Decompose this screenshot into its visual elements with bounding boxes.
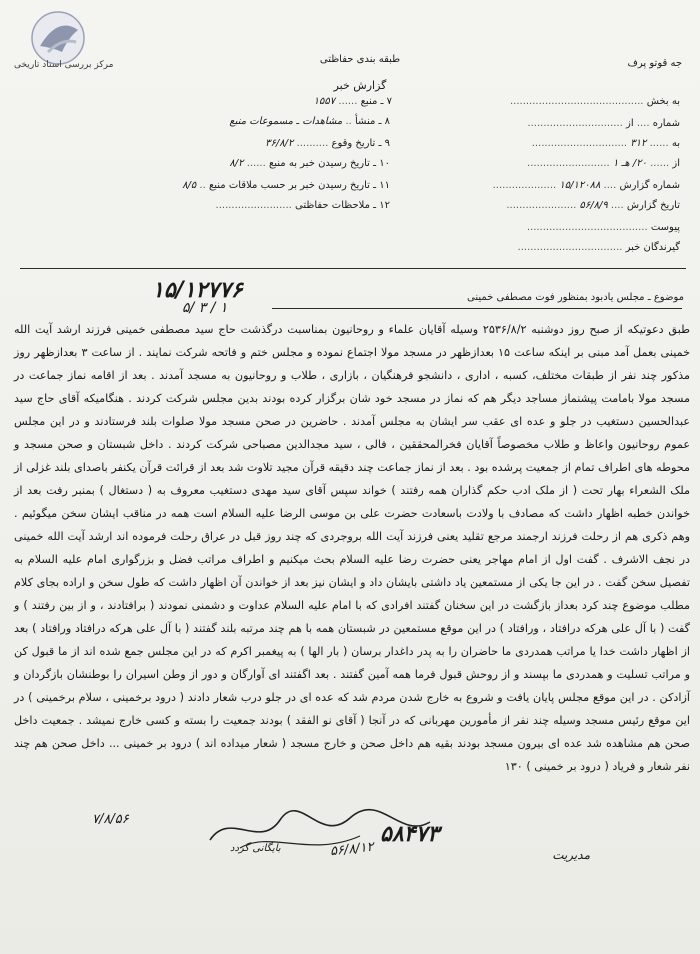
form-left-line11: ۱۱ ـ تاریخ رسیدن خبر بر حسب ملاقات منبع .. ۸/۵ xyxy=(182,180,390,191)
form-right-line3: به ...... ۳۱۲ .............................. xyxy=(531,138,680,149)
form-right-line4-value: ۲۰/ هـ ۱ xyxy=(612,158,647,169)
watermark-text: مرکز بررسی اسناد تاریخی xyxy=(14,60,114,70)
form-left-line10-value: ۸/۲ xyxy=(229,158,244,169)
archive-number: ۵۸۴۷۳ xyxy=(380,822,440,847)
form-left-line8: ۸ ـ منشأ .. مشاهدات ـ مسموعات منبع xyxy=(229,116,390,127)
form-left-line11-value: ۸/۵ xyxy=(182,180,197,191)
form-left-line10: ۱۰ ـ تاریخ رسیدن خبر به منبع ...... ۸/۲ xyxy=(229,158,390,169)
form-right-line7: پیوست ...................................... xyxy=(526,222,680,233)
left-handwritten-note: ۷/۸/۵۶ xyxy=(92,812,129,827)
top-right-note: جه قوتو پرف xyxy=(627,58,682,69)
form-right-line5-label: شماره گزارش xyxy=(619,180,680,191)
form-left-line10-label: ۱۰ ـ تاریخ رسیدن خبر به منبع xyxy=(268,158,390,169)
form-right-line3-label: به xyxy=(671,138,680,149)
form-left-line7-value: ۱۵۵۷ xyxy=(313,96,336,107)
form-right-line1-label: به بخش xyxy=(646,96,680,107)
divider-line xyxy=(20,268,686,269)
signature-date: ۵۶/۸/۱۲ xyxy=(329,839,375,860)
form-left-line9: ۹ ـ تاریخ وقوع .......... ۳۶/۸/۲ xyxy=(265,138,390,149)
subject-line xyxy=(164,292,684,303)
form-left-line9-value: ۳۶/۸/۲ xyxy=(265,138,294,149)
form-right-line6-label: تاریخ گزارش xyxy=(626,200,680,211)
form-left-line9-label: ۹ ـ تاریخ وقوع xyxy=(331,138,390,149)
form-right-line6-value: ۵۶/۸/۹ xyxy=(579,200,608,211)
small-handwritten-note: بایگانی گردد xyxy=(230,843,281,854)
form-right-line4: از ...... ۲۰/ هـ ۱ .......................... xyxy=(527,158,680,169)
report-body xyxy=(14,318,690,778)
form-right-line2-value: از xyxy=(626,118,634,129)
form-left-line11-label: ۱۱ ـ تاریخ رسیدن خبر بر حسب ملاقات منبع xyxy=(208,180,390,191)
form-right-line8-label: گیرندگان خبر xyxy=(625,242,680,253)
subject-label: موضوع xyxy=(653,292,684,303)
form-right-line5: شماره گزارش .... ۱۵/۱۲۰۸۸ .................... xyxy=(492,180,680,191)
form-left-line8-label: ۸ ـ منشأ xyxy=(354,116,390,127)
form-left-line12-label: ۱۲ ـ ملاحظات حفاظتی xyxy=(295,200,390,211)
header-block xyxy=(300,54,420,92)
form-right-line4-label: از xyxy=(672,158,680,169)
form-right-line2: شماره .... از .............................. xyxy=(527,118,680,129)
form-left-line7-label: ۷ ـ منبع xyxy=(360,96,392,107)
stamp-date: ۵/ ۳ / ۱ xyxy=(182,300,228,316)
form-right-line2-label: شماره xyxy=(652,118,680,129)
subject-text: ـ مجلس یادبود بمنظور فوت مصطفی خمینی xyxy=(466,292,651,303)
report-title: گزارش خبر xyxy=(333,79,387,92)
signature-scribble-icon xyxy=(200,800,440,860)
form-right-line7-label: پیوست xyxy=(650,222,680,233)
form-right-line3-value: ۳۱۲ xyxy=(630,138,647,149)
classification-label: طبقه بندی حفاظتی xyxy=(319,54,401,65)
form-left-line8-value: مشاهدات ـ مسموعات منبع xyxy=(229,116,343,127)
stamp-number: ۱۵/۱۲۷۷۶ xyxy=(152,278,243,303)
form-left-line7: ۷ ـ منبع ...... ۱۵۵۷ xyxy=(313,96,392,107)
form-right-line8: گیرندگان خبر ................................. xyxy=(517,242,680,253)
form-right-line5-value: ۱۵/۱۲۰۸۸ xyxy=(559,180,601,191)
right-handwritten-note: مدیریت xyxy=(552,848,590,862)
body-paragraph: طبق دعوتیکه از صبح روز دوشنبه ۲۵۳۶/۸/۲ وسیله آقایان علماء و روحانیون بمناسبت درگذشت حاج سید مصطفی خمینی فرزند ارشد آیت الله خمینی بعمل آمد مبنی بر اینکه ساعت ۱۵ بعدازظهر در مسجد مولا اجتماع نموده و مجلس ختم و فاتحه شرکت نمایند . از ساعت ۳ بعدازظهر روز مذکور چند نفر از طبقات مختلف، کسبه ، اداری ، دانشجو فرهنگیان ، بازاری ، طلاب و روحانیون به مسجد آمدند . بعد از اقامه نماز جماعت در مسجد مولا بامامت پیشنماز مساجد دیگر هم که نماز در مسجد خود شان برگزار کرده بودند بدین مجلس شرکت کردند . هنگامیکه آقای حاج سید عبدالحسین دستغیب در جلو و عده ای عقب سر ایشان به مجلس آمدند . حاضرین در صحن مسجد مولا صلوات بلند فرستادند و در این مجلس عموم روحانیون واعاظ و طلاب مخصوصاً آقایان فخرالمحققین ، فالی ، سید مجدالدین مصباحی شرکت کردند . داخل شبستان و صحن مسجد و محوطه های اطراف تمام از جمعیت پرشده بود . بعد از نماز جماعت چند دقیقه قرآن مجید تلاوت شد بعد از قرائت قرآن یکنفر باصدای بلند غزلی از ملک الشعراء بهار تحت ( از ملک ادب حکم گذاران همه رفتند ) خواند سپس آقای سید مهدی دستغیب معروف به ( دستغال ) بمنبر رفت بعد از خواندن خطبه اظهار داشت که مصادف با ولادت باسعادت حضرت علی بن موسی الرضا علیه السلام است همه در مناقب ایشان سخن میگوئیم . وهم ذکری هم از رحلت فرزند ارجمند مرجع تقلید یعنی فرزند آیت الله بروجردی که چند روز قبل در عراق رحلت فرموده اند ارشد آیت الله خمینی در نجف الاشرف . گفت اول از امام مهاجر یعنی حضرت رضا علیه السلام بحث میکنیم و اطراف مراتب فضل و بزرگواری امام علیه السلام به تفصیل سخن گفت . در این جا یکی از مستمعین یاد داشتی بایشان داد و ایشان نیز بعد از خواندن آن اظهار داشت که طول سخن و اراده بجای کلام مطلب موضوع چند کرد بعداز بازگشت در این سخنان گفتند افرادی که با امام علیه السلام عداوت و دشمنی نمودند ( برافتادند ، و از بین رفتند ) و گفت ( با آل علی هرکه درافتاد ، ورافتاد ) در این موقع مستمعین در شبستان همه با هم چند مرتبه بلند گفتند ( با آل علی هرکه درافتاد ورافتاد ) بعد از اظهار داشت خدا یا مراتب همدردی ما حاضران را به پدر داغدار برسان ( بار الها ) به پیغمبر اکرم که در این مجلس جمع شده اند از ما قبول کن و مراتب تسلیت و همدردی ما بپسند و از روحش قبول فرما همه آمین گفتند . بعد اگفتند ای آوارگان و دور از وطن اسیران را بوطنشان بازگردان و آزادکن . در این موقع مجلس پایان یافت و شروع به خارج شدن مردم شد که عده ای در جلو درب شعار دادند ( درود برخمینی ، سلام برخمینی ) در این موقع رئیس مسجد وسیله چند نفر از مأمورین مهربانی که در آنجا ( آقای نو الفقد ) بودند جمعیت را بسته و کسی خارج نمیشد . جمعیت داخل صحن هم مشاهده شد عده ای بیرون مسجد بودند بقیه هم داخل صحن و خارج مسجد ( شعار میداده اند ) درود بر خمینی ... داخل صحن هم چند نفر شعار و فریاد ( درود بر خمینی ) ۱۳۰ xyxy=(14,323,691,773)
form-left-line12: ۱۲ ـ ملاحظات حفاظتی ........................ xyxy=(215,200,390,211)
subject-underline xyxy=(272,308,682,309)
form-right-line6: تاریخ گزارش .... ۵۶/۸/۹ ...................... xyxy=(506,200,680,211)
form-right-line1: به بخش .......................................... xyxy=(509,96,680,107)
